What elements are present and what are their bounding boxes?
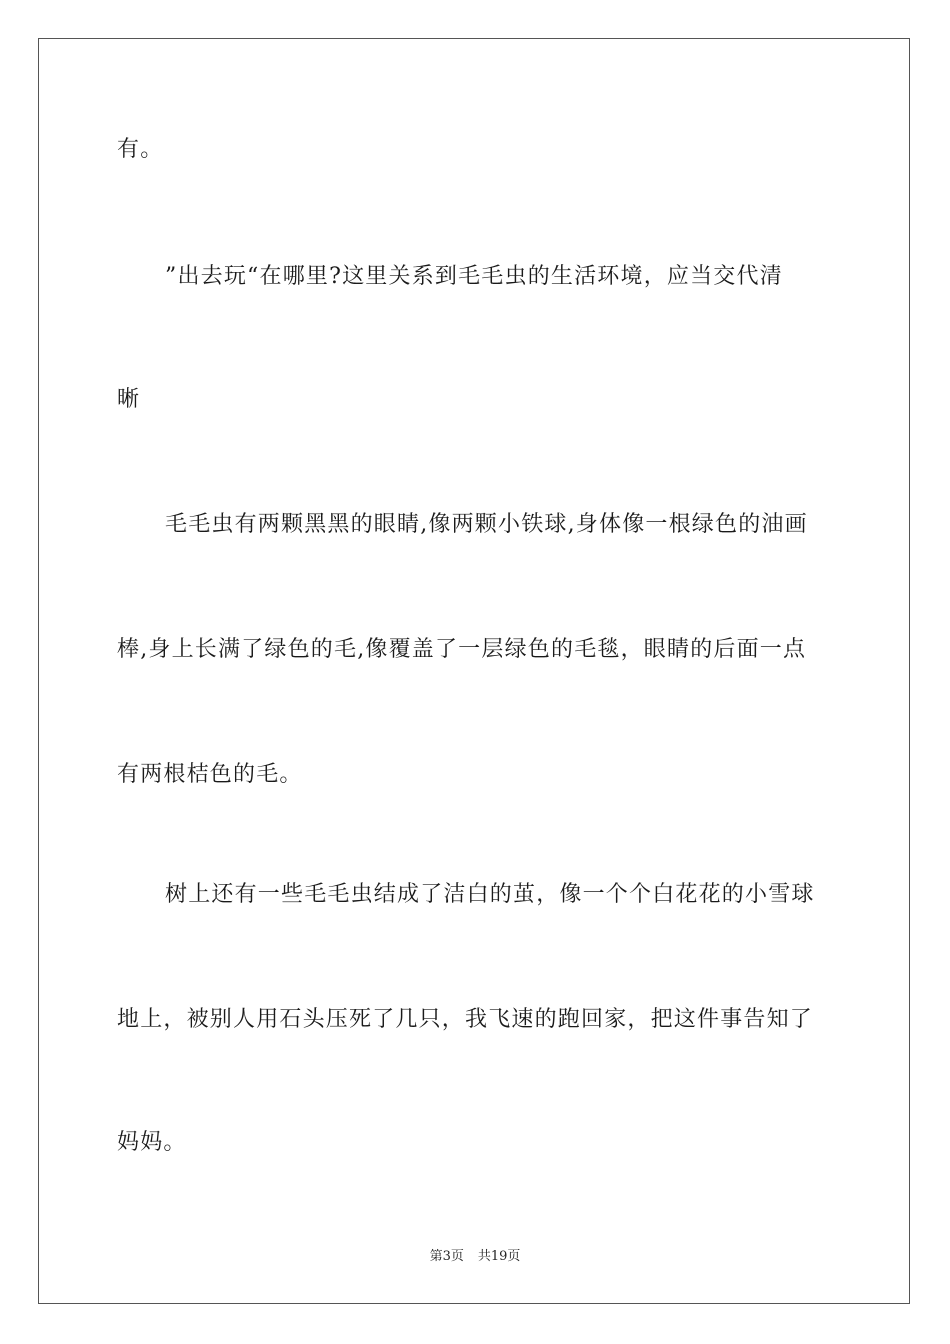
text-line: 地上，被别人用石头压死了几只，我飞速的跑回家，把这件事告知了 (117, 1007, 814, 1032)
text-line: 晰 (117, 387, 141, 412)
text-line: 毛毛虫有两颗黑黑的眼睛,像两颗小铁球,身体像一根绿色的油画 (165, 512, 808, 537)
page-number: 第3页 (429, 1249, 464, 1264)
text-line: 有。 (117, 137, 164, 162)
text-line: 树上还有一些毛毛虫结成了洁白的茧，像一个个白花花的小雪球 (165, 882, 815, 907)
page-footer (0, 1248, 950, 1266)
page-frame (38, 38, 910, 1304)
text-line: ”出去玩“在哪里?这里关系到毛毛虫的生活环境，应当交代清 (165, 264, 783, 289)
text-line: 棒,身上长满了绿色的毛,像覆盖了一层绿色的毛毯，眼睛的后面一点 (117, 637, 807, 662)
page-total: 共19页 (477, 1249, 521, 1264)
text-line: 妈妈。 (117, 1130, 187, 1155)
text-line: 有两根桔色的毛。 (117, 762, 303, 787)
